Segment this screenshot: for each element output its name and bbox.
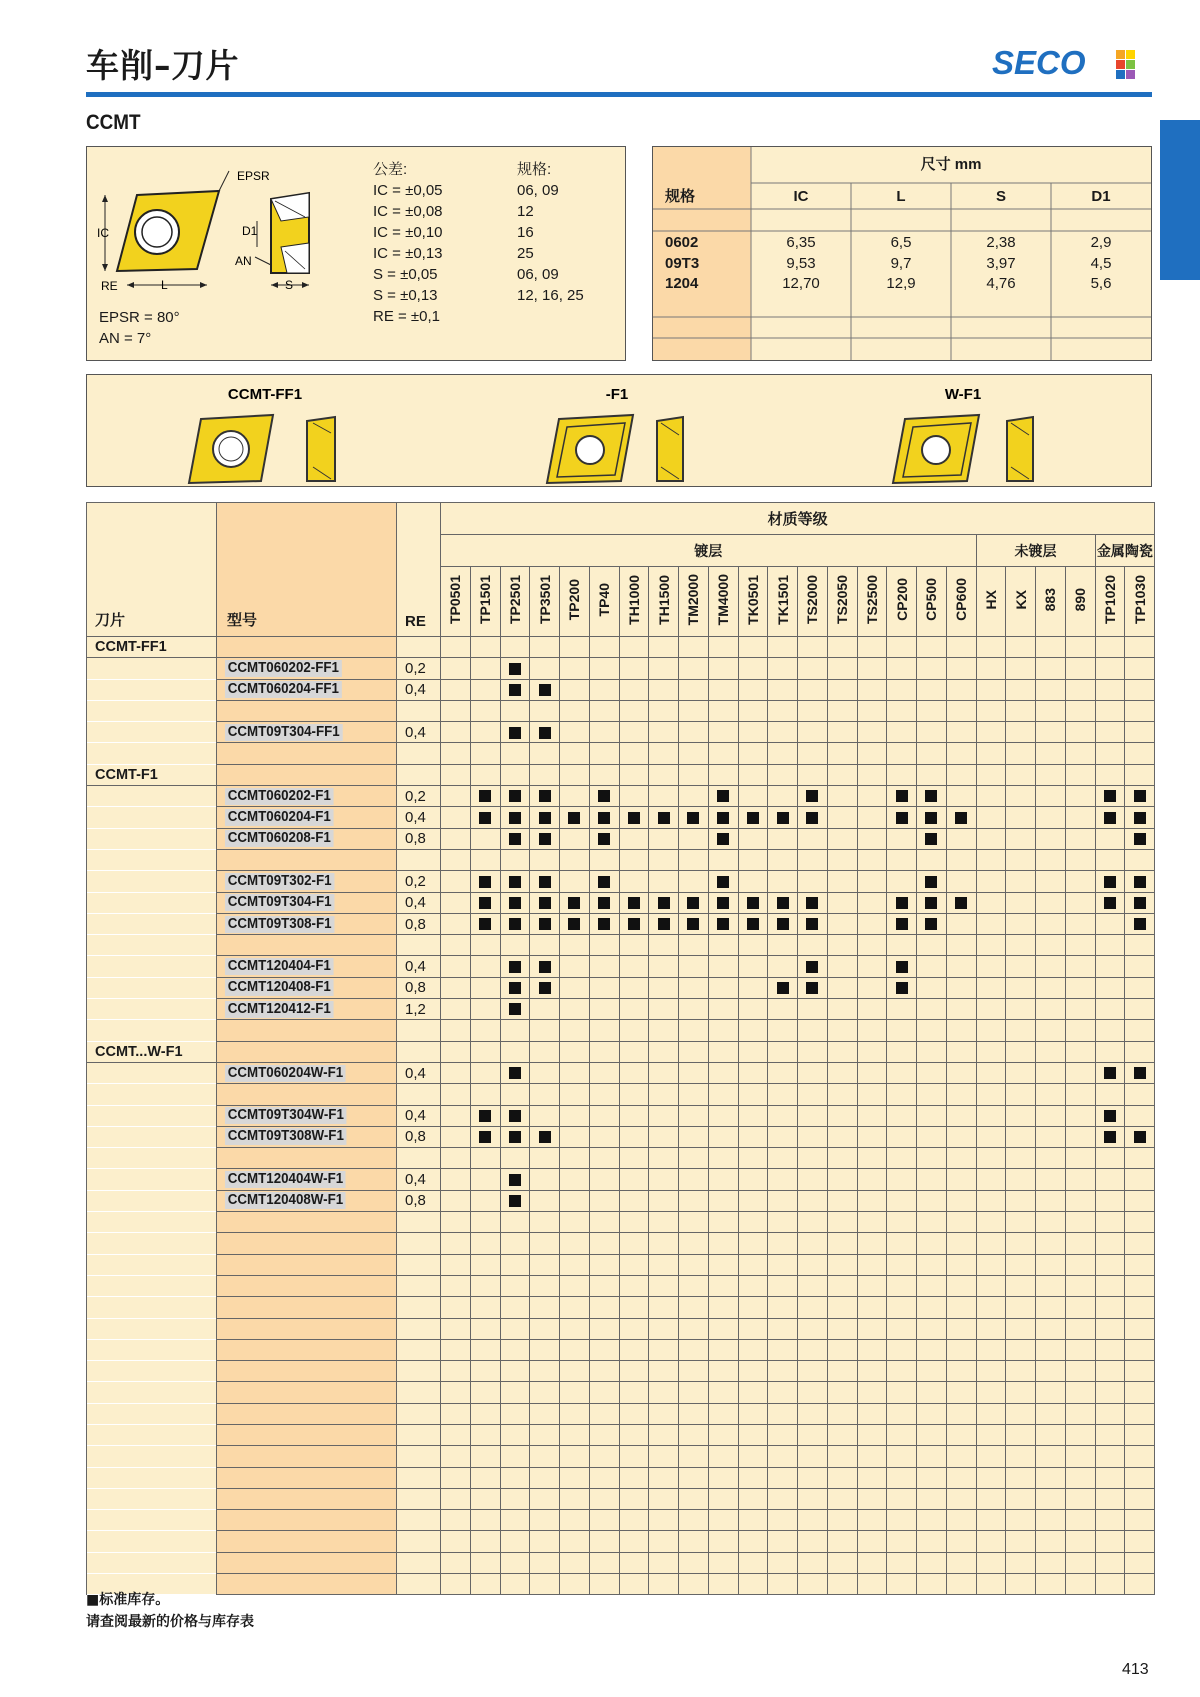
- stock-mark: [1104, 1067, 1116, 1079]
- re-value: 0,4: [397, 1062, 441, 1083]
- grade-subgroup-header: 镀层: [441, 535, 977, 567]
- table-row: [87, 1190, 1155, 1211]
- stock-mark: [687, 812, 699, 824]
- model-code: CCMT060202-FF1: [225, 660, 342, 677]
- stock-mark: [777, 918, 789, 930]
- model-code: CCMT060208-F1: [225, 830, 334, 847]
- tolerance-item: IC = ±0,05: [373, 182, 443, 199]
- stock-mark: [896, 918, 908, 930]
- spec-item: [517, 306, 617, 327]
- stock-mark: [747, 897, 759, 909]
- stock-mark: [747, 812, 759, 824]
- stock-mark: [1134, 918, 1146, 930]
- table-row: [87, 679, 1155, 700]
- stock-mark: [806, 918, 818, 930]
- table-row: [87, 807, 1155, 828]
- grade-column-header: TS2000: [804, 574, 821, 625]
- grade-column-header: TP3501: [536, 574, 553, 625]
- svg-text:AN: AN: [235, 254, 252, 268]
- model-code: CCMT09T304W-F1: [225, 1107, 347, 1124]
- table-row: [87, 1552, 1155, 1573]
- grade-group-header: 材质等级: [441, 503, 1155, 535]
- section-title: CCMT: [86, 111, 141, 134]
- stock-mark: [628, 918, 640, 930]
- spec-column: [517, 159, 617, 327]
- grade-column-header: TP0501: [447, 574, 464, 625]
- spec-item: 12, 16, 25: [517, 287, 584, 304]
- svg-text:D1: D1: [242, 224, 258, 238]
- table-row: [87, 700, 1155, 721]
- size-cell: 0602: [665, 234, 699, 251]
- stock-mark: [479, 1110, 491, 1122]
- stock-mark: [925, 790, 937, 802]
- stock-mark: [539, 684, 551, 696]
- grade-column-header: TP40: [596, 582, 613, 617]
- stock-mark: [806, 812, 818, 824]
- size-cell: 1204: [665, 275, 699, 292]
- dimension-value: 2,9: [1090, 234, 1112, 251]
- grade-column-header: TM2000: [685, 573, 702, 626]
- stock-mark: [598, 918, 610, 930]
- stock-mark: [568, 812, 580, 824]
- stock-mark: [1104, 1131, 1116, 1143]
- table-row: [87, 764, 1155, 785]
- logo-text: SECO: [992, 44, 1086, 80]
- stock-mark: [717, 918, 729, 930]
- model-column-header: 型号: [217, 503, 397, 637]
- insert-variant-images: [87, 375, 1153, 486]
- re-value: 0,4: [397, 956, 441, 977]
- model-code: CCMT09T308W-F1: [225, 1128, 347, 1145]
- stock-mark: [925, 876, 937, 888]
- dimension-value: 9,7: [890, 254, 912, 272]
- stock-mark: [539, 1131, 551, 1143]
- tolerance-item: RE = ±0,1: [373, 308, 441, 325]
- stock-mark: [717, 812, 729, 824]
- spec-item: 06, 09: [517, 182, 559, 199]
- dimension-value: 6,5: [890, 234, 912, 251]
- stock-mark: [1134, 833, 1146, 845]
- stock-mark: [806, 982, 818, 994]
- tolerance-header: 公差:: [373, 161, 408, 178]
- dimension-value: 5,6: [1090, 275, 1112, 292]
- stock-mark: [1104, 1110, 1116, 1122]
- table-row: [87, 977, 1155, 998]
- grade-column-header: CP500: [923, 578, 940, 621]
- dimension-value: 12,9: [886, 275, 916, 292]
- re-value: 0,2: [397, 786, 441, 807]
- model-code: CCMT09T304-F1: [225, 894, 334, 911]
- ff1-side-icon: [307, 417, 335, 481]
- grade-subgroup-header: 金属陶瓷: [1095, 535, 1155, 567]
- variant-label-wf1: W-F1: [944, 386, 982, 403]
- spec-item: 16: [517, 224, 534, 241]
- grade-column-header: KX: [1012, 589, 1029, 610]
- stock-mark: [896, 812, 908, 824]
- dimension-value: 3,97: [986, 254, 1016, 272]
- stock-mark: [539, 982, 551, 994]
- re-value: 0,4: [397, 1105, 441, 1126]
- dimensions-group-header: 尺寸 mm: [920, 156, 982, 173]
- stock-mark: [479, 918, 491, 930]
- table-row: [87, 1212, 1155, 1233]
- dimension-column-header: IC: [793, 188, 809, 205]
- stock-mark: [509, 727, 521, 739]
- table-row: [87, 1084, 1155, 1105]
- stock-mark: [896, 982, 908, 994]
- stock-mark: [925, 897, 937, 909]
- table-row: [87, 1467, 1155, 1488]
- dimension-value: 4,5: [1090, 254, 1112, 272]
- table-row: [87, 722, 1155, 743]
- table-row: [87, 1297, 1155, 1318]
- tolerance-item: IC = ±0,13: [373, 245, 443, 262]
- model-code: CCMT120404-F1: [225, 958, 334, 975]
- table-row: [87, 1126, 1155, 1147]
- stock-mark: [598, 812, 610, 824]
- spec-item: 12: [517, 203, 534, 220]
- stock-mark: [598, 876, 610, 888]
- table-row: [87, 1361, 1155, 1382]
- dimension-column-header: L: [896, 188, 906, 205]
- insert-family-label: CCMT-FF1: [87, 637, 217, 658]
- stock-mark: [509, 812, 521, 824]
- stock-mark: [568, 897, 580, 909]
- grade-column-header: 883: [1042, 587, 1059, 612]
- model-code: CCMT120408W-F1: [225, 1192, 346, 1209]
- grade-column-header: TH1000: [625, 574, 642, 625]
- stock-mark: [1104, 790, 1116, 802]
- table-row: [87, 1254, 1155, 1275]
- stock-mark: [539, 876, 551, 888]
- price-stock-note: 请查阅最新的价格与库存表: [86, 1614, 254, 1630]
- table-row: [87, 1488, 1155, 1509]
- stock-mark: [509, 897, 521, 909]
- grade-column-header: TP1030: [1131, 574, 1148, 625]
- stock-mark: [509, 1003, 521, 1015]
- grade-column-header: TK0501: [744, 574, 761, 625]
- f1-side-icon: [657, 417, 683, 481]
- table-row: [87, 1510, 1155, 1531]
- stock-mark: [539, 812, 551, 824]
- stock-mark: [509, 1131, 521, 1143]
- model-code: CCMT120404W-F1: [225, 1171, 346, 1188]
- grade-column-header: TS2050: [834, 574, 851, 625]
- grade-column-header: 890: [1072, 587, 1089, 612]
- stock-mark: [509, 876, 521, 888]
- table-row: [87, 828, 1155, 849]
- grade-subgroup-header: 未镀层: [976, 535, 1095, 567]
- stock-mark: [1134, 812, 1146, 824]
- re-value: 1,2: [397, 999, 441, 1020]
- grade-column-header: TP200: [566, 578, 583, 621]
- re-value: 0,2: [397, 871, 441, 892]
- stock-mark: [896, 961, 908, 973]
- dimension-value: 12,70: [782, 275, 820, 292]
- stock-mark: [539, 918, 551, 930]
- insert-family-label: CCMT...W-F1: [87, 1041, 217, 1062]
- model-code: CCMT09T304-FF1: [225, 724, 342, 741]
- dimension-column-header: S: [995, 188, 1006, 205]
- stock-mark: [717, 790, 729, 802]
- model-code: CCMT09T308-F1: [225, 916, 334, 933]
- stock-legend: ■标准库存。: [86, 1592, 170, 1608]
- stock-mark: [1134, 876, 1146, 888]
- stock-mark: [896, 790, 908, 802]
- stock-mark: [598, 790, 610, 802]
- table-row: [87, 892, 1155, 913]
- stock-mark: [747, 918, 759, 930]
- seco-logo: [992, 44, 1144, 80]
- model-code: CCMT120408-F1: [225, 979, 334, 996]
- table-row: [87, 1382, 1155, 1403]
- table-row: [87, 1041, 1155, 1062]
- stock-mark: [509, 1195, 521, 1207]
- stock-mark: [1134, 897, 1146, 909]
- stock-mark: [896, 897, 908, 909]
- stock-mark: [539, 961, 551, 973]
- stock-mark: [687, 918, 699, 930]
- stock-mark: [777, 982, 789, 994]
- tolerance-item: IC = ±0,10: [373, 224, 443, 241]
- stock-mark: [658, 812, 670, 824]
- epsr-value: EPSR = 80°: [99, 309, 180, 326]
- grade-column-header: CP600: [953, 578, 970, 621]
- stock-mark: [509, 684, 521, 696]
- re-value: 0,8: [397, 913, 441, 934]
- stock-mark: [806, 961, 818, 973]
- stock-mark: [628, 812, 640, 824]
- insert-family-label: CCMT-F1: [87, 764, 217, 785]
- table-row: [87, 1169, 1155, 1190]
- grades-table: [86, 502, 1155, 1595]
- dimensions-panel: [652, 146, 1152, 361]
- page-title: 车削–刀片: [86, 46, 240, 85]
- re-column-header: RE: [397, 503, 441, 637]
- dimension-column-header: D1: [1091, 188, 1111, 205]
- svg-text:L: L: [161, 278, 168, 292]
- dimension-value: 9,53: [786, 254, 816, 272]
- stock-mark: [717, 876, 729, 888]
- spec-header: 规格:: [517, 161, 552, 178]
- header-rule: [86, 92, 1152, 97]
- size-cell: 09T3: [665, 254, 700, 272]
- dimensions-grid: [653, 147, 1152, 360]
- re-value: 0,4: [397, 679, 441, 700]
- table-row: [87, 637, 1155, 658]
- table-row: [87, 956, 1155, 977]
- table-row: [87, 1275, 1155, 1296]
- table-row: [87, 1339, 1155, 1360]
- svg-text:IC: IC: [97, 226, 109, 240]
- tolerance-column: [373, 159, 503, 327]
- table-row: [87, 913, 1155, 934]
- grade-column-header: TP1020: [1101, 574, 1118, 625]
- grade-column-header: TP1501: [477, 574, 494, 625]
- geometry-panel: [86, 146, 626, 361]
- stock-mark: [806, 897, 818, 909]
- re-value: 0,8: [397, 977, 441, 998]
- stock-mark: [777, 812, 789, 824]
- grade-column-header: TK1501: [774, 574, 791, 625]
- table-row: [87, 1574, 1155, 1595]
- stock-mark: [658, 918, 670, 930]
- variant-label-f1: -F1: [605, 386, 629, 403]
- stock-mark: [479, 790, 491, 802]
- table-row: [87, 1020, 1155, 1041]
- grade-column-header: TS2500: [863, 574, 880, 625]
- grade-column-header: TM4000: [715, 573, 732, 626]
- table-row: [87, 1424, 1155, 1445]
- stock-mark: [598, 833, 610, 845]
- wf1-side-icon: [1007, 417, 1033, 481]
- table-row: [87, 849, 1155, 870]
- stock-mark: [479, 876, 491, 888]
- stock-mark: [777, 897, 789, 909]
- stock-mark: [509, 663, 521, 675]
- spec-item: 06, 09: [517, 266, 559, 283]
- stock-mark: [509, 1174, 521, 1186]
- stock-mark: [509, 790, 521, 802]
- stock-mark: [1104, 812, 1116, 824]
- re-value: 0,8: [397, 1190, 441, 1211]
- stock-mark: [955, 897, 967, 909]
- stock-mark: [509, 961, 521, 973]
- stock-mark: [628, 897, 640, 909]
- stock-mark: [925, 918, 937, 930]
- insert-column-header: 刀片: [87, 503, 217, 637]
- an-value: AN = 7°: [99, 330, 152, 347]
- stock-mark: [1104, 876, 1116, 888]
- stock-mark: [687, 897, 699, 909]
- stock-mark: [925, 812, 937, 824]
- spec-item: 25: [517, 245, 534, 262]
- stock-mark: [1134, 1131, 1146, 1143]
- grade-column-header: TH1500: [655, 574, 672, 625]
- dimension-value: 6,35: [786, 234, 816, 251]
- re-value: 0,8: [397, 1126, 441, 1147]
- variant-label-ff1: CCMT-FF1: [227, 386, 303, 403]
- re-value: 0,4: [397, 807, 441, 828]
- stock-mark: [509, 982, 521, 994]
- model-code: CCMT060204-F1: [225, 809, 334, 826]
- model-code: CCMT060204W-F1: [225, 1065, 346, 1082]
- model-code: CCMT09T302-F1: [225, 873, 334, 890]
- stock-mark: [539, 897, 551, 909]
- page-number: 413: [1122, 1661, 1149, 1678]
- model-code: CCMT060202-F1: [225, 788, 334, 805]
- stock-mark: [1134, 1067, 1146, 1079]
- stock-mark: [509, 1110, 521, 1122]
- stock-mark: [509, 1067, 521, 1079]
- svg-text:S: S: [285, 278, 294, 292]
- re-value: 0,8: [397, 828, 441, 849]
- stock-mark: [598, 897, 610, 909]
- stock-mark: [509, 833, 521, 845]
- grade-column-header: TP2501: [506, 574, 523, 625]
- table-row: [87, 1062, 1155, 1083]
- table-row: [87, 999, 1155, 1020]
- stock-mark: [955, 812, 967, 824]
- re-value: 0,4: [397, 1169, 441, 1190]
- stock-mark: [1104, 897, 1116, 909]
- table-row: [87, 1105, 1155, 1126]
- size-header: 规格: [665, 188, 696, 205]
- table-row: [87, 1531, 1155, 1552]
- stock-mark: [479, 1131, 491, 1143]
- stock-mark: [717, 833, 729, 845]
- dimension-value: 2,38: [986, 234, 1016, 251]
- grade-column-header: CP200: [893, 578, 910, 621]
- table-row: [87, 786, 1155, 807]
- tolerance-item: IC = ±0,08: [373, 203, 443, 220]
- table-row: [87, 871, 1155, 892]
- tolerance-item: S = ±0,05: [373, 266, 438, 283]
- stock-mark: [539, 833, 551, 845]
- stock-mark: [479, 897, 491, 909]
- stock-mark: [539, 727, 551, 739]
- svg-text:RE: RE: [101, 279, 118, 293]
- table-row: [87, 935, 1155, 956]
- model-code: CCMT120412-F1: [225, 1001, 334, 1018]
- re-value: 0,4: [397, 722, 441, 743]
- table-row: [87, 1148, 1155, 1169]
- stock-mark: [717, 897, 729, 909]
- stock-mark: [509, 918, 521, 930]
- re-value: 0,4: [397, 892, 441, 913]
- table-row: [87, 1403, 1155, 1424]
- variants-panel: [86, 374, 1152, 487]
- table-row: [87, 1318, 1155, 1339]
- table-row: [87, 1233, 1155, 1254]
- angle-values: [99, 307, 180, 349]
- model-code: CCMT060204-FF1: [225, 681, 342, 698]
- re-value: 0,2: [397, 658, 441, 679]
- stock-mark: [658, 897, 670, 909]
- chapter-tab: [1160, 120, 1200, 280]
- table-row: [87, 658, 1155, 679]
- table-row: [87, 1446, 1155, 1467]
- tolerance-item: S = ±0,13: [373, 287, 438, 304]
- stock-mark: [479, 812, 491, 824]
- stock-mark: [806, 790, 818, 802]
- table-row: [87, 743, 1155, 764]
- grade-column-header: HX: [982, 589, 999, 610]
- dimension-value: 4,76: [986, 275, 1016, 292]
- stock-mark: [568, 918, 580, 930]
- svg-text:EPSR: EPSR: [237, 169, 270, 183]
- stock-mark: [925, 833, 937, 845]
- stock-mark: [539, 790, 551, 802]
- stock-mark: [1134, 790, 1146, 802]
